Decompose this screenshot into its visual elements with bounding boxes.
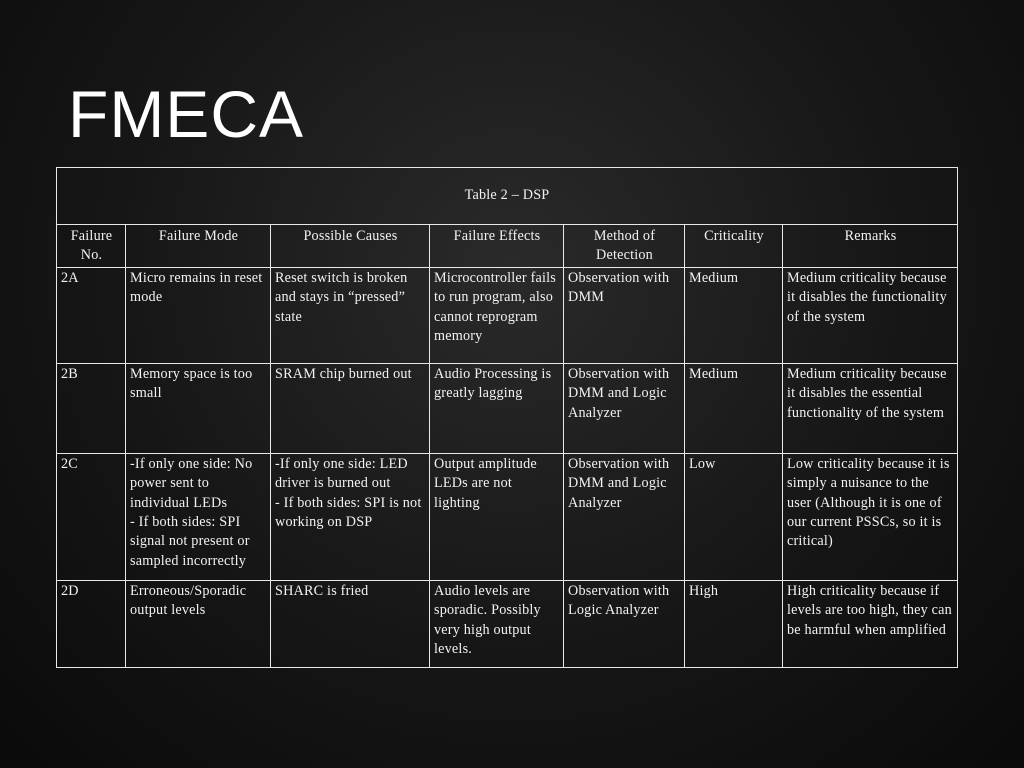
cell-method-of-detection: Observation with DMM	[564, 267, 685, 363]
cell-criticality: Low	[685, 453, 783, 580]
cell-failure-mode: Erroneous/Sporadic output levels	[126, 580, 271, 667]
cell-remarks: High criticality because if levels are too high, they can be harmful when amplified	[783, 580, 958, 667]
cell-remarks: Medium criticality because it disables the essential functionality of the system	[783, 363, 958, 453]
cell-failure-mode: Memory space is too small	[126, 363, 271, 453]
header-failure-mode: Failure Mode	[126, 225, 271, 268]
cell-failure-no: 2B	[57, 363, 126, 453]
cell-failure-effects: Output amplitude LEDs are not lighting	[430, 453, 564, 580]
cell-method-of-detection: Observation with DMM and Logic Analyzer	[564, 363, 685, 453]
table-row	[57, 580, 958, 667]
header-remarks: Remarks	[783, 225, 958, 268]
cell-remarks: Medium criticality because it disables the functionality of the system	[783, 267, 958, 363]
cell-method-of-detection: Observation with Logic Analyzer	[564, 580, 685, 667]
cell-failure-mode: Micro remains in reset mode	[126, 267, 271, 363]
table-row	[57, 363, 958, 453]
cell-criticality: High	[685, 580, 783, 667]
slide-title: FMECA	[68, 77, 304, 151]
cell-failure-effects: Audio levels are sporadic. Possibly very high output levels.	[430, 580, 564, 667]
cell-possible-causes: -If only one side: LED driver is burned out - If both sides: SPI is not working on DSP	[271, 453, 430, 580]
failure-mode-line: -If only one side: No power sent to individual LEDs - If both sides: SPI signal not present or sampled incorrectly	[130, 455, 253, 569]
cell-possible-causes: SRAM chip burned out	[271, 363, 430, 453]
cell-failure-mode	[126, 453, 271, 580]
fmeca-table	[56, 167, 958, 668]
table-row	[57, 267, 958, 363]
header-criticality: Criticality	[685, 225, 783, 268]
header-possible-causes: Possible Causes	[271, 225, 430, 268]
header-failure-effects: Failure Effects	[430, 225, 564, 268]
cell-criticality: Medium	[685, 363, 783, 453]
cell-possible-causes: Reset switch is broken and stays in “pressed” state	[271, 267, 430, 363]
header-failure-no: Failure No.	[57, 225, 126, 268]
table-header-row	[57, 225, 958, 268]
cell-criticality: Medium	[685, 267, 783, 363]
cell-failure-effects: Microcontroller fails to run program, also cannot reprogram memory	[430, 267, 564, 363]
cell-failure-no: 2A	[57, 267, 126, 363]
cell-failure-no: 2D	[57, 580, 126, 667]
cell-remarks: Low criticality because it is simply a nuisance to the user (Although it is one of our current PSSCs, so it is critical)	[783, 453, 958, 580]
table-caption: Table 2 – DSP	[57, 168, 958, 225]
cell-method-of-detection: Observation with DMM and Logic Analyzer	[564, 453, 685, 580]
table-row	[57, 453, 958, 580]
header-method-of-detection: Method of Detection	[564, 225, 685, 268]
cell-failure-no: 2C	[57, 453, 126, 580]
cell-possible-causes: SHARC is fried	[271, 580, 430, 667]
cell-failure-effects: Audio Processing is greatly lagging	[430, 363, 564, 453]
